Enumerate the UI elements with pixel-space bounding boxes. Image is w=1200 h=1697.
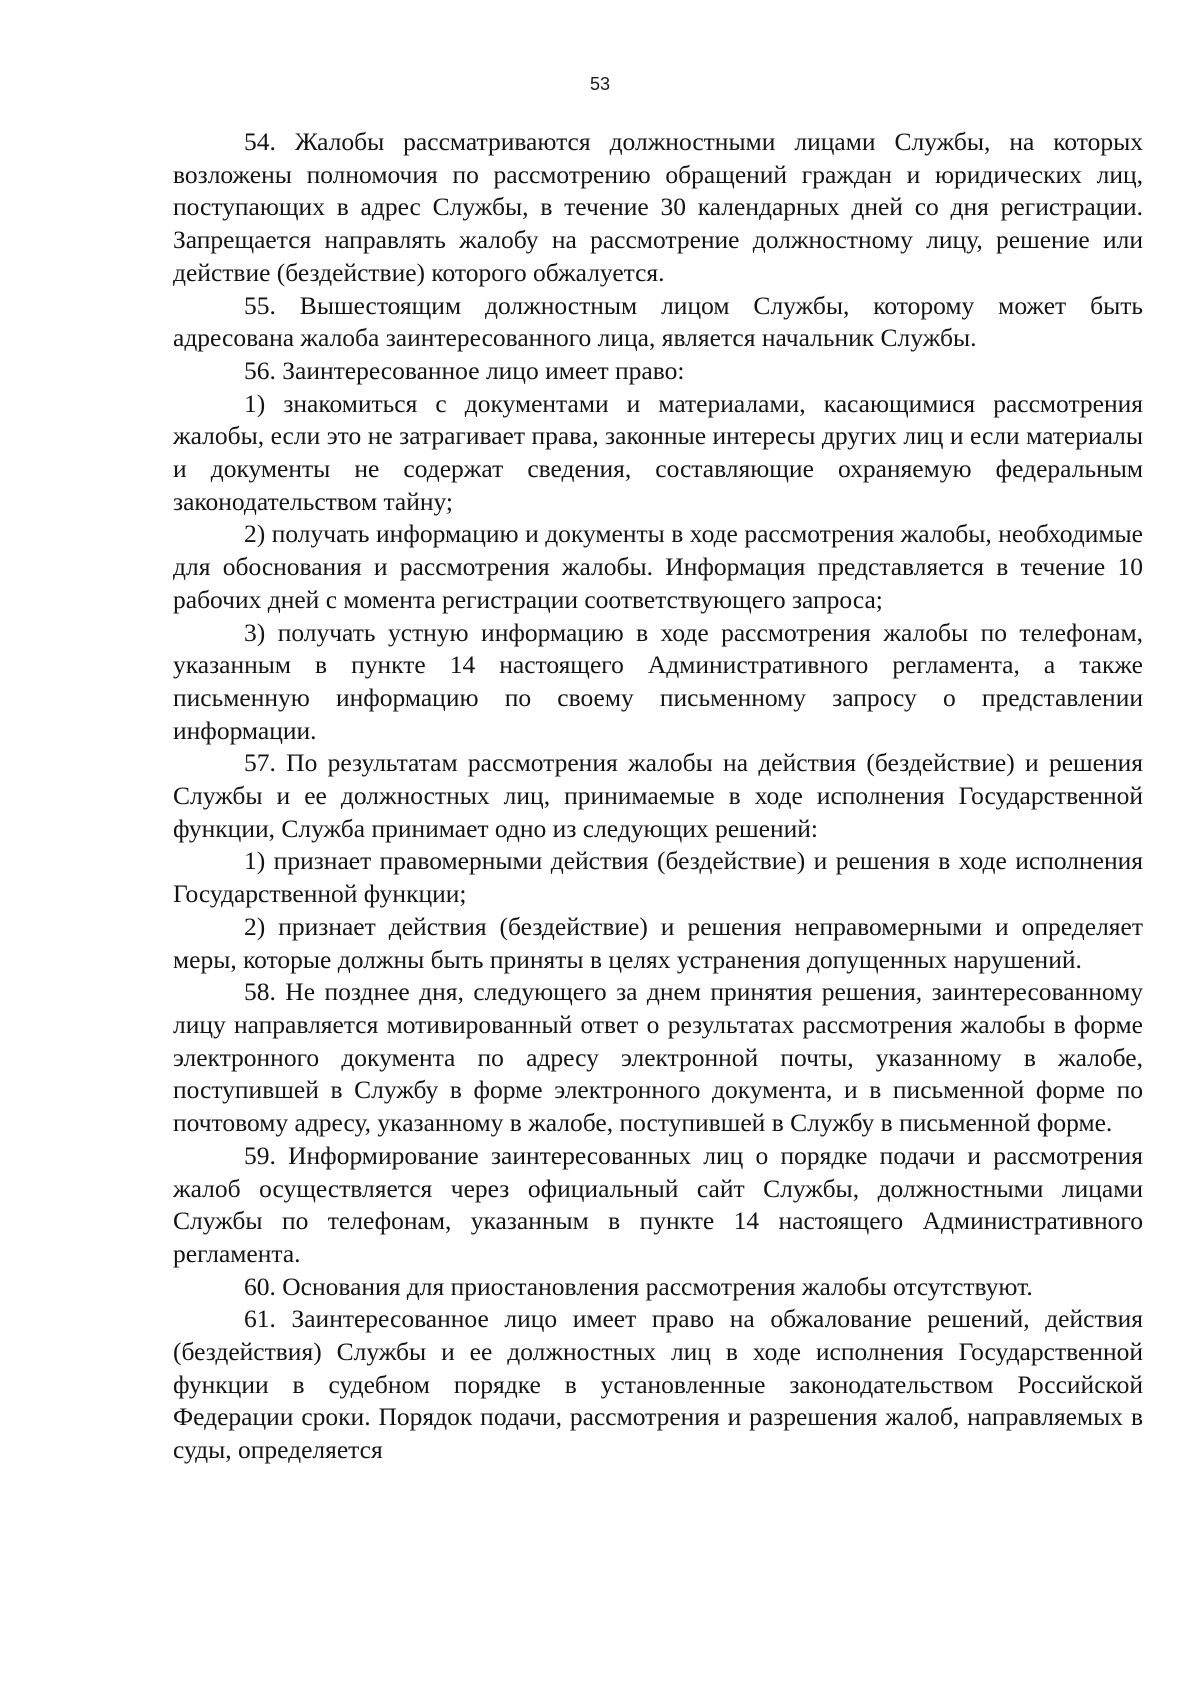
paragraph-56-item-1: 1) знакомиться с документами и материалами, касающимися рассмотрения жалобы, если это не затрагивает права, законные интересы других лиц и если материалы и документы не содержат сведения, составляющие охраняемую федеральным законодательством тайну;: [173, 388, 1143, 516]
paragraph-58: 58. Не позднее дня, следующего за днем принятия решения, заинтересованному лицу направляется мотивированный ответ о результатах рассмотрения жалобы в форме электронного документа по адресу электронной почты, указанному в жалобе, поступившей в Службу в форме электронного документа, и в письменной форме по почтовому адресу, указанному в жалобе, поступившей в Службу в письменной форме.: [173, 977, 1143, 1138]
paragraph-56-item-3: 3) получать устную информацию в ходе рассмотрения жалобы по телефонам, указанным в пункте 14 настоящего Административного регламента, а также письменную информацию по своему письменному запросу о представлении информации.: [173, 617, 1143, 745]
paragraph-56-item-2: 2) получать информацию и документы в ходе рассмотрения жалобы, необходимые для обоснования и рассмотрения жалобы. Информация представляется в течение 10 рабочих дней с момента регистрации соответствующего запроса;: [173, 519, 1143, 614]
paragraph-57: 57. По результатам рассмотрения жалобы на действия (бездействие) и решения Службы и ее должностных лиц, принимаемые в ходе исполнения Государственной функции, Служба принимает одно из следующих решений:: [173, 748, 1143, 843]
paragraph-56: 56. Заинтересованное лицо имеет право:: [244, 355, 685, 385]
paragraph-55: 55. Вышестоящим должностным лицом Службы, которому может быть адресована жалоба заинтересованного лица, является начальник Службы.: [173, 290, 1143, 353]
paragraph-54: 54. Жалобы рассматриваются должностными лицами Службы, на которых возложены полномочия по рассмотрению обращений граждан и юридических лиц, поступающих в адрес Службы, в течение 30 календарных дней со дня регистрации. Запрещается направлять жалобу на рассмотрение должностному лицу, решение или действие (бездействие) которого обжалуется.: [173, 127, 1143, 287]
paragraph-57-item-2: 2) признает действия (бездействие) и решения неправомерными и определяет меры, которые должны быть приняты в целях устранения допущенных нарушений.: [173, 911, 1143, 974]
document-body: [173, 126, 1143, 1467]
paragraph-59: 59. Информирование заинтересованных лиц о порядке подачи и рассмотрения жалоб осуществляется через официальный сайт Службы, должностными лицами Службы по телефонам, указанным в пункте 14 настоящего Административного регламента.: [173, 1140, 1143, 1268]
page-number: 53: [589, 74, 611, 94]
paragraph-61: 61. Заинтересованное лицо имеет право на обжалование решений, действия (бездействия) Службы и ее должностных лиц в ходе исполнения Государственной функции в судебном порядке в установленные законодательством Российской Федерации сроки. Порядок подачи, рассмотрения и разрешения жалоб, направляемых в суды, определяется: [173, 1304, 1143, 1465]
paragraph-60: 60. Основания для приостановления рассмотрения жалобы отсутствуют.: [244, 1271, 1033, 1301]
paragraph-57-item-1: 1) признает правомерными действия (бездействие) и решения в ходе исполнения Государственной функции;: [173, 846, 1143, 909]
